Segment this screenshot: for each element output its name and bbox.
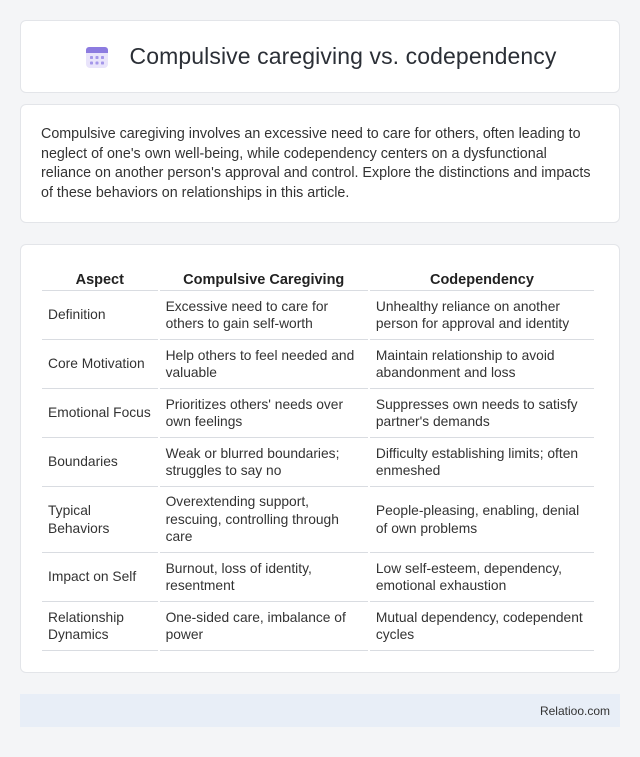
intro-text: Compulsive caregiving involves an excessive need to care for others, often leading to neglect of one's own well-being, while codependency centers on a dysfunctional reliance on another person's approval and control. Explore the distinctions and impacts of these behaviors on relationships in this article. <box>41 126 591 201</box>
codependency-cell: Difficulty establishing limits; often enmeshed <box>370 438 594 487</box>
codependency-cell: People-pleasing, enabling, denial of own problems <box>370 487 594 553</box>
caregiving-cell: Prioritizes others' needs over own feelings <box>160 389 368 438</box>
aspect-cell: Typical Behaviors <box>42 487 158 553</box>
table-row <box>42 487 594 553</box>
table-row <box>42 340 594 389</box>
column-header-aspect: Aspect <box>42 265 158 291</box>
codependency-cell: Low self-esteem, dependency, emotional exhaustion <box>370 553 594 602</box>
comparison-card <box>20 244 620 673</box>
codependency-cell: Maintain relationship to avoid abandonment and loss <box>370 340 594 389</box>
calendar-icon <box>84 44 110 70</box>
table-row <box>42 389 594 438</box>
caregiving-cell: Help others to feel needed and valuable <box>160 340 368 389</box>
table-row <box>42 291 594 340</box>
column-header-codependency: Codependency <box>370 265 594 291</box>
table-row <box>42 553 594 602</box>
aspect-cell: Emotional Focus <box>42 389 158 438</box>
caregiving-cell: Overextending support, rescuing, controlling through care <box>160 487 368 553</box>
aspect-cell: Boundaries <box>42 438 158 487</box>
codependency-cell: Unhealthy reliance on another person for approval and identity <box>370 291 594 340</box>
table-row <box>42 438 594 487</box>
intro-card <box>20 104 620 223</box>
aspect-cell: Impact on Self <box>42 553 158 602</box>
codependency-cell: Mutual dependency, codependent cycles <box>370 602 594 651</box>
page-title: Compulsive caregiving vs. codependency <box>129 43 557 69</box>
title-card <box>20 20 620 93</box>
caregiving-cell: Weak or blurred boundaries; struggles to say no <box>160 438 368 487</box>
codependency-cell: Suppresses own needs to satisfy partner's demands <box>370 389 594 438</box>
caregiving-cell: Excessive need to care for others to gain self-worth <box>160 291 368 340</box>
footer-brand: Relatioo.com <box>539 703 610 718</box>
column-header-compulsive-caregiving: Compulsive Caregiving <box>160 265 368 291</box>
caregiving-cell: One-sided care, imbalance of power <box>160 602 368 651</box>
comparison-table <box>40 265 596 651</box>
aspect-cell: Relationship Dynamics <box>42 602 158 651</box>
aspect-cell: Definition <box>42 291 158 340</box>
table-row <box>42 602 594 651</box>
footer <box>20 694 620 727</box>
aspect-cell: Core Motivation <box>42 340 158 389</box>
table-header-row <box>42 265 594 291</box>
caregiving-cell: Burnout, loss of identity, resentment <box>160 553 368 602</box>
